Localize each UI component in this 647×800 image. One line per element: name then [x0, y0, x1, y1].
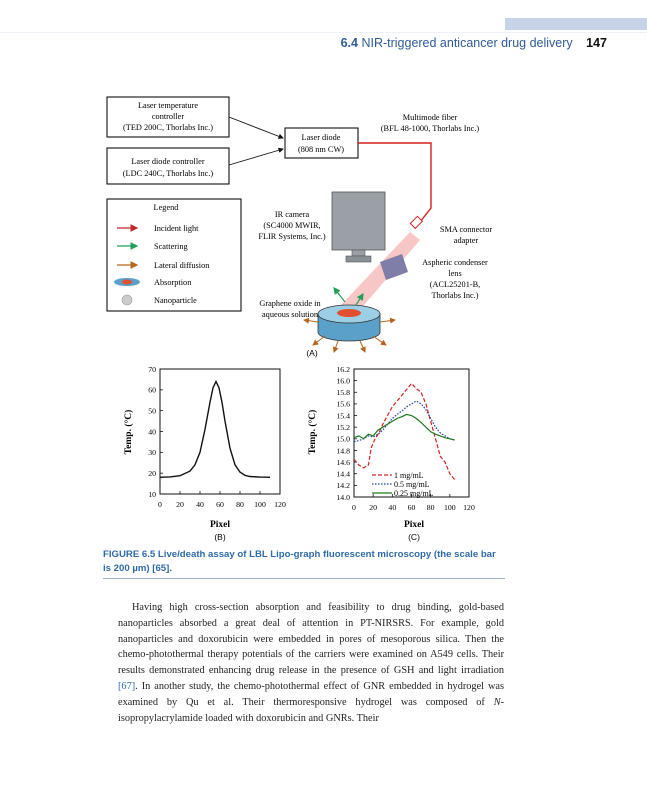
chart-b-xtick-label: 80	[236, 500, 244, 509]
chart-b-xtick-label: 120	[274, 500, 286, 509]
box-laser-temp-controller	[107, 97, 229, 137]
ir-camera-icon	[332, 192, 385, 262]
chart-c-ytick-label: 14.4	[336, 469, 350, 479]
chart-c-ytick-label: 15.6	[336, 399, 350, 409]
svg-text:(SC4000 MWIR,: (SC4000 MWIR,	[263, 221, 321, 230]
legend-nanoparticle-icon	[122, 295, 132, 305]
chart-b-ylabel: Temp. (°C)	[124, 409, 134, 455]
chart-b-ytick-label: 20	[148, 468, 156, 478]
chart-c-legend	[372, 471, 434, 498]
chart-c-panel-label: (C)	[408, 532, 420, 542]
chart-c-ytick-label: 15.0	[336, 434, 350, 444]
ld-line-1: Laser diode	[301, 133, 341, 142]
chart-c-xtick-label: 60	[407, 503, 416, 512]
chart-b-ytick-label: 60	[148, 385, 156, 395]
chart-c-series-1	[354, 384, 455, 480]
chart-c-ytick-label: 14.6	[336, 457, 350, 467]
label-sample	[259, 299, 321, 319]
sma-connector-icon	[410, 216, 422, 228]
legend-incident-label: Incident light	[154, 224, 199, 233]
legend-box	[107, 199, 241, 311]
svg-text:lens: lens	[448, 269, 462, 278]
body-text	[118, 600, 504, 726]
box-laser-diode	[285, 128, 358, 158]
ldc-line-2: (LDC 240C, Thorlabs Inc.)	[122, 169, 214, 178]
caption-text: Live/death assay of LBL Lipo-graph fluorescent microscopy (the scale bar is 200 µm) [65].	[103, 549, 496, 574]
chart-c-ytick-label: 14.2	[336, 481, 350, 491]
chart-b-ytick-label: 30	[148, 448, 156, 458]
ld-line-2: (808 nm CW)	[297, 145, 345, 154]
legend-diffusion-label: Lateral diffusion	[154, 261, 210, 270]
panel-a-label: (A)	[306, 348, 318, 358]
chart-c-ytick-label: 15.2	[336, 422, 350, 432]
legend-title: Legend	[153, 203, 179, 212]
figure-caption	[103, 548, 503, 576]
svg-text:Graphene oxide in: Graphene oxide in	[259, 299, 321, 308]
chart-b-xlabel: Pixel	[209, 520, 231, 530]
chart-c-xtick-label: 20	[369, 503, 378, 512]
page-number: 147	[586, 36, 607, 50]
citation-67[interactable]: [67]	[118, 680, 136, 692]
svg-text:Aspheric condenser: Aspheric condenser	[422, 258, 488, 267]
p1-italic-n: N	[493, 696, 501, 708]
scatter-arrow-1	[334, 288, 345, 302]
chart-b	[123, 365, 286, 542]
chart-b-xtick-label: 60	[216, 500, 224, 509]
label-sma-adapter	[440, 225, 493, 245]
chart-c-xlabel: Pixel	[403, 520, 425, 530]
svg-text:IR camera: IR camera	[274, 210, 310, 219]
legend-nanoparticle-label: Nanoparticle	[154, 296, 197, 305]
chart-c-ytick-label: 14.0	[336, 492, 350, 502]
chart-b-xtick-label: 0	[158, 500, 162, 509]
label-multimode-fiber	[381, 113, 480, 133]
chart-b-ytick-label: 40	[148, 427, 156, 437]
section-number: 6.4	[340, 36, 358, 50]
ltc-line-3: (TED 200C, Thorlabs Inc.)	[123, 123, 213, 132]
chart-c-ytick-label: 15.4	[336, 411, 350, 421]
ldc-line-1: Laser diode controller	[131, 157, 205, 166]
chart-b-xtick-label: 100	[254, 500, 266, 509]
svg-text:Multimode fiber: Multimode fiber	[402, 113, 458, 122]
legend-scattering-label: Scattering	[154, 242, 188, 251]
svg-text:FLIR Systems, Inc.): FLIR Systems, Inc.)	[258, 232, 326, 241]
svg-text:(BFL 48-1000, Thorlabs Inc.): (BFL 48-1000, Thorlabs Inc.)	[380, 124, 480, 133]
svg-text:adapter: adapter	[453, 236, 479, 245]
label-ir-camera	[258, 210, 326, 241]
chart-b-ytick-label: 70	[148, 364, 156, 374]
caption-rule	[103, 578, 505, 579]
svg-text:SMA connector: SMA connector	[439, 225, 493, 234]
chart-b-panel-label: (B)	[214, 532, 226, 542]
chart-c-ytick-label: 16.2	[336, 364, 350, 374]
link-ldc-diode	[229, 149, 283, 165]
label-aspheric-lens	[422, 258, 488, 300]
chart-c-ylabel: Temp. (°C)	[308, 409, 318, 455]
chart-b-xtick-label: 20	[176, 500, 184, 509]
chart-c-xtick-label: 120	[463, 503, 475, 512]
legend-05mg-label: 0.5 mg/mL	[394, 480, 430, 489]
legend-absorption-label: Absorption	[154, 278, 192, 287]
chart-c	[307, 365, 475, 542]
ltc-line-1: Laser temperature	[137, 101, 199, 110]
chart-c-xtick-label: 100	[443, 503, 456, 512]
chart-b-ytick-label: 10	[148, 489, 156, 499]
caption-label: FIGURE 6.5	[103, 549, 156, 560]
ltc-line-2: controller	[151, 112, 185, 121]
p1-part-b: . In another study, the chemo-photothermal effect of GNR embedded in hydrogel was examined by Qu et al. Their thermoresponsive hydrogel was composed of	[118, 680, 504, 708]
chart-c-xtick-label: 0	[352, 503, 356, 512]
chart-c-ytick-label: 16.0	[336, 376, 350, 386]
svg-text:Thorlabs Inc.): Thorlabs Inc.)	[431, 291, 479, 300]
chart-c-xtick-label: 80	[426, 503, 435, 512]
p1-part-a: Having high cross-section absorption and feasibility to drug binding, gold-based nanoparticles absorbed a great deal of attention in PT-NIRSRS. For example, gold nanoparticles and doxorubicin were embedded in pores of mesoporous silica. Then the chemo-photothermal therapy potentials of the carriers were examined on A549 cells. Their results demonstrated enhancing drug release in the presence of GSH and light irradiation	[118, 602, 504, 677]
sample-dish-icon	[318, 305, 380, 341]
chart-b-series-line	[160, 382, 270, 478]
chart-c-ytick-label: 14.8	[336, 446, 350, 456]
chart-b-xtick-label: 40	[196, 500, 204, 509]
paragraph-1	[118, 600, 504, 726]
svg-text:(ACL25201-B,: (ACL25201-B,	[429, 280, 481, 289]
link-ltc-diode	[229, 117, 283, 138]
chart-b-ytick-label: 50	[148, 406, 156, 416]
legend-1mg-label: 1 mg/mL	[394, 471, 424, 480]
section-title: NIR-triggered anticancer drug delivery	[361, 36, 573, 50]
chart-c-ytick-label: 15.8	[336, 388, 350, 398]
p1-part-c: -isopropylacrylamide loaded with doxorubicin and GNRs. Their	[118, 696, 504, 724]
svg-text:aqueous solution: aqueous solution	[262, 310, 318, 319]
legend-025mg-label: 0.25 mg/mL	[394, 489, 434, 498]
box-laser-diode-controller	[107, 148, 229, 184]
chart-c-xtick-label: 40	[388, 503, 397, 512]
